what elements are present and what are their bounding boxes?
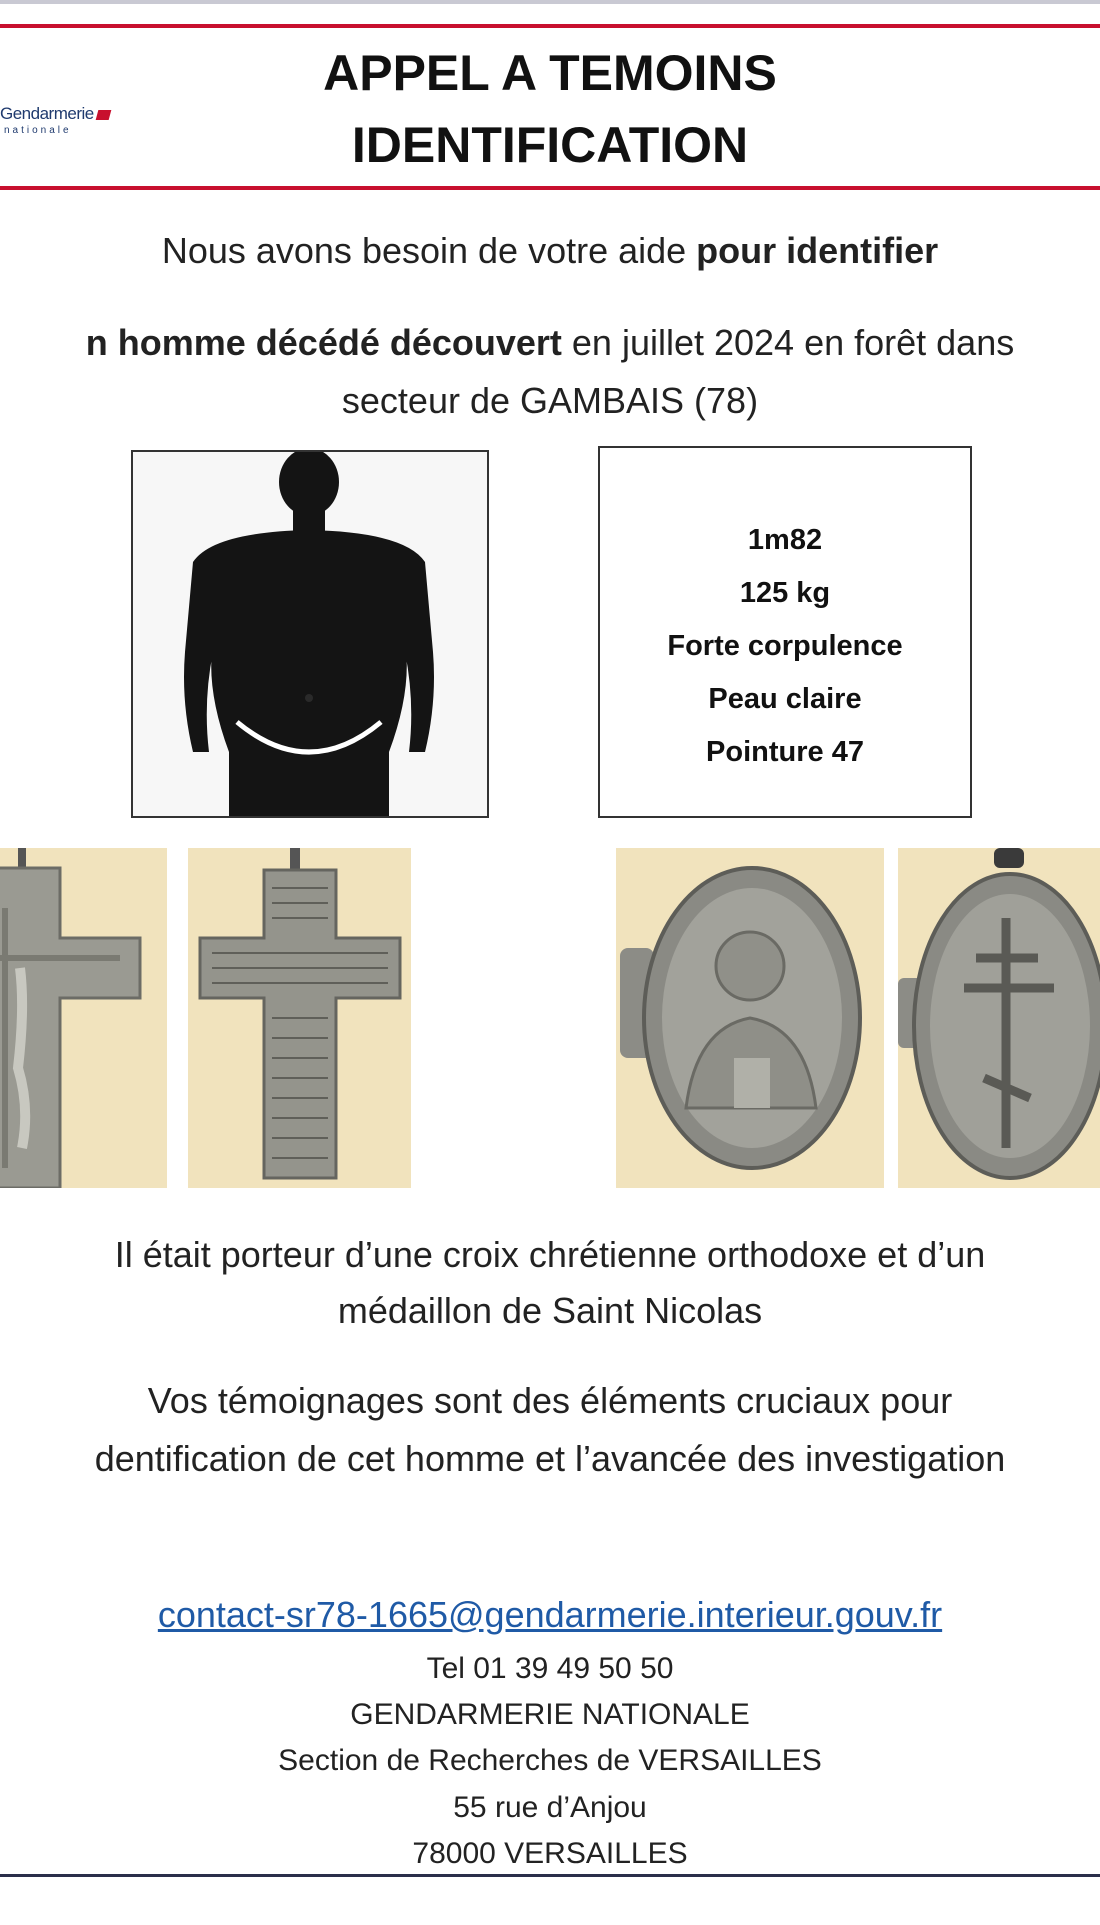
orthodox-cross-icon	[0, 848, 167, 1188]
shoe-size-value: Pointure 47	[706, 736, 864, 768]
description-bold: n homme décédé découvert	[85, 322, 562, 363]
description-line2: secteur de GAMBAIS (78)	[341, 380, 759, 421]
medallion-cross-back-icon	[898, 848, 1100, 1188]
items-text-line1: Il était porteur d’une croix chrétienne orthodoxe et d’un	[114, 1234, 986, 1275]
logo-name: Gendarmerie	[0, 104, 94, 123]
skin-value: Peau claire	[708, 683, 862, 715]
medallion-back-photo	[898, 848, 1100, 1188]
height-value: 1m82	[747, 524, 823, 556]
medallion-front-photo	[616, 848, 884, 1188]
intro-normal: Nous avons besoin de votre aide	[161, 230, 697, 271]
physical-description-box	[598, 446, 972, 818]
logo-subtitle: nationale	[4, 125, 72, 136]
description-line1	[0, 322, 1100, 364]
description-normal: en juillet 2024 en forêt dans	[561, 322, 1015, 363]
appeal-text-line2: dentification de cet homme et l’avancée des investigation	[94, 1438, 1006, 1479]
intro-bold: pour identifier	[696, 230, 939, 271]
contact-phone: Tel 01 39 49 50 50	[426, 1652, 674, 1685]
footer-rule	[0, 1874, 1100, 1877]
header-top-rule	[0, 24, 1100, 28]
build-value: Forte corpulence	[667, 630, 903, 662]
contact-organization: GENDARMERIE NATIONALE	[350, 1698, 750, 1731]
body-silhouette-image	[131, 450, 489, 818]
saint-nicolas-medallion-icon	[616, 848, 884, 1188]
page-title-line1: APPEL A TEMOINS	[323, 45, 777, 101]
page-title-line2: IDENTIFICATION	[351, 117, 749, 173]
contact-address-city: 78000 VERSAILLES	[412, 1837, 688, 1870]
cross-front-photo	[0, 848, 167, 1188]
items-text-line2: médaillon de Saint Nicolas	[337, 1290, 763, 1331]
top-border	[0, 0, 1100, 4]
silhouette-figure-icon	[133, 452, 487, 816]
contact-email-link[interactable]: contact-sr78-1665@gendarmerie.interieur.gouv.fr	[157, 1594, 943, 1635]
contact-section: Section de Recherches de VERSAILLES	[278, 1744, 822, 1777]
cross-back-photo	[188, 848, 411, 1188]
contact-address-street: 55 rue d’Anjou	[453, 1791, 647, 1824]
intro-text	[0, 230, 1100, 272]
header-bottom-rule	[0, 186, 1100, 190]
appeal-text-line1: Vos témoignages sont des éléments cruciaux pour	[147, 1380, 953, 1421]
orthodox-cross-back-icon	[188, 848, 411, 1188]
physical-description-list	[600, 514, 970, 779]
weight-value: 125 kg	[739, 577, 831, 609]
